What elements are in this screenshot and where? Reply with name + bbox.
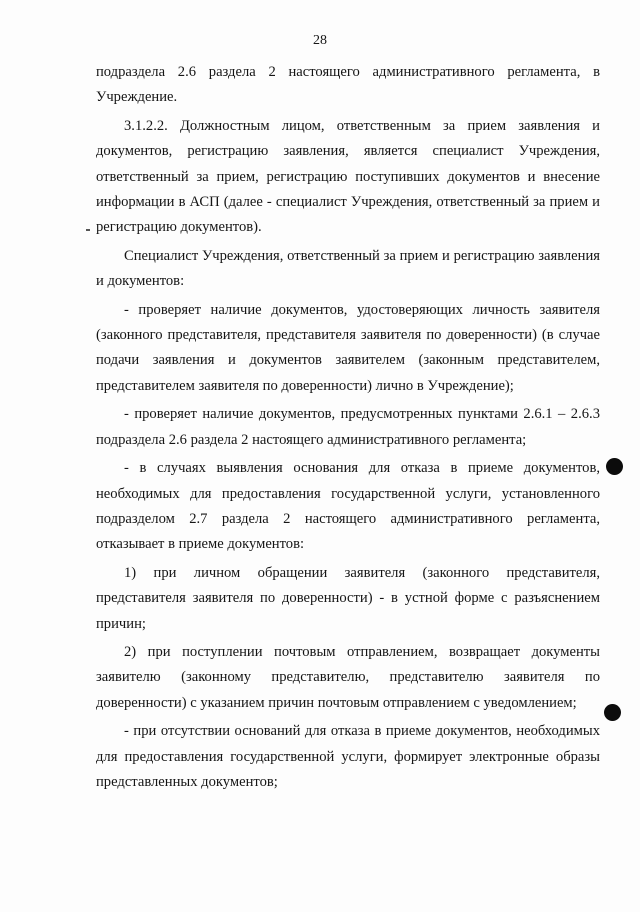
paragraph-continuation: подраздела 2.6 раздела 2 настоящего административного регламента, в Учреждение. xyxy=(96,64,600,106)
hole-punch-mark xyxy=(606,458,623,475)
page-number: 28 xyxy=(313,33,327,48)
list-item-documents-check: - проверяет наличие документов, предусмотренных пунктами 2.6.1 – 2.6.3 подраздела 2.6 раздела 2 настоящего административного регламента; xyxy=(96,406,600,448)
hole-punch-mark xyxy=(604,704,621,721)
list-item-refusal: - в случаях выявления основания для отказа в приеме документов, необходимых для предоставления государственной услуги, установленного подразделом 2.7 раздела 2 настоящего административного регламента, отказывает в приеме документов: xyxy=(96,460,600,553)
list-item-refusal-personal: 1) при личном обращении заявителя (законного представителя, представителя заявителя по доверенности) - в устной форме с разъяснением причин; xyxy=(96,564,600,632)
list-item-electronic-images: - при отсутствии оснований для отказа в приеме документов, необходимых для предоставления государственной услуги, формирует электронные образы представленных документов; xyxy=(96,723,600,790)
list-item-refusal-mail: 2) при поступлении почтовым отправлением, возвращает документы заявителю (законному представителю, представителю заявителя по доверенности) с указанием причин почтовым отправлением с уведомлением; xyxy=(96,643,600,711)
list-item-identity-check: - проверяет наличие документов, удостоверяющих личность заявителя (законного представителя, представителя заявителя по доверенности) (в случае подачи заявления и документов заявителем (законным представителем, представителем заявителя по доверенности) лично в Учреждение); xyxy=(96,301,600,394)
scan-speck xyxy=(86,229,90,231)
paragraph-3-1-2-2: 3.1.2.2. Должностным лицом, ответственным за прием заявления и документов, регистрацию заявления, является специалист Учреждения, ответственный за прием, регистрацию поступивших документов и внесение информации в АСП (далее - специалист Учреждения, ответственный за прием и регистрацию документов). xyxy=(96,117,600,236)
paragraph-specialist-intro: Специалист Учреждения, ответственный за прием и регистрацию заявления и документов: xyxy=(96,247,600,290)
document-body xyxy=(96,60,600,795)
